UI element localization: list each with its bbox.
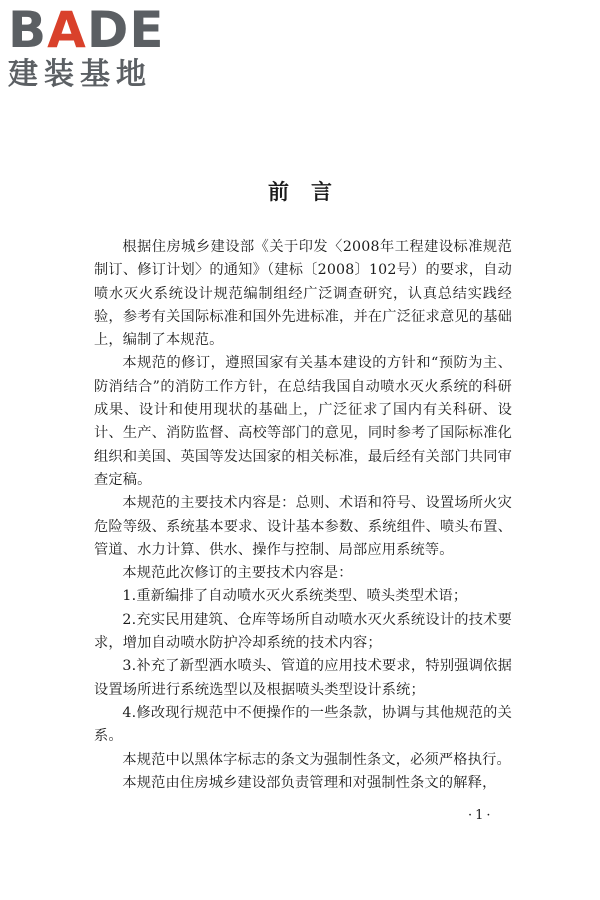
paragraph-6: 2.充实民用建筑、仓库等场所自动喷水灭火系统设计的技术要求，增加自动喷水防护冷却系统的技术内容； [94,611,512,652]
paragraph-4: 本规范此次修订的主要技术内容是： [122,565,353,582]
paragraph-8: 4.修改现行规范中不便操作的一些条款，协调与其他规范的关系。 [94,704,512,745]
logo-letter-a-accent: A [47,1,87,59]
page-number: ·1· [468,808,494,823]
logo-letters-de: DE [86,1,165,59]
bade-logo [8,1,178,94]
logo-wordmark [8,1,178,59]
page-title: 前言 [268,180,354,204]
paragraph-2: 本规范的修订，遵照国家有关基本建设的方针和“预防为主、防消结合”的消防工作方针，在总结我国自动喷水灭火系统的科研成果、设计和使用现状的基础上，广泛征求了国内有关科研、设计、生产、消防监督、高校等部门的意见，同时参考了国际标准化组织和美国、英国等发达国家的相关标准，最后经有关部门共同审查定稿。 [94,355,512,488]
logo-letter-b: B [8,1,48,59]
paragraph-10: 本规范由住房城乡建设部负责管理和对强制性条文的解释， [122,774,497,791]
logo-subtitle: 建装基地 [8,57,152,92]
paragraph-7: 3.补充了新型洒水喷头、管道的应用技术要求，特别强调依据设置场所进行系统选型以及根据喷头类型设计系统； [94,658,512,698]
paragraph-5: 1.重新编排了自动喷水灭火系统类型、喷头类型术语； [122,588,468,605]
paragraph-3: 本规范的主要技术内容是：总则、术语和符号、设置场所火灾危险等级、系统基本要求、设计基本参数、系统组件、喷头布置、管道、水力计算、供水、操作与控制、局部应用系统等。 [94,495,512,558]
paragraph-9: 本规范中以黑体字标志的条文为强制性条文，必须严格执行。 [122,751,511,768]
document-body [94,236,512,795]
paragraph-1: 根据住房城乡建设部《关于印发〈2008年工程建设标准规范制订、修订计划〉的通知》（建标〔2008〕102号）的要求，自动喷水灭火系统设计规范编制组经广泛调查研究，认真总结实践经验，参考有关国际标准和国外先进标准，并在广泛征求意见的基础上，编制了本规范。 [94,239,512,349]
